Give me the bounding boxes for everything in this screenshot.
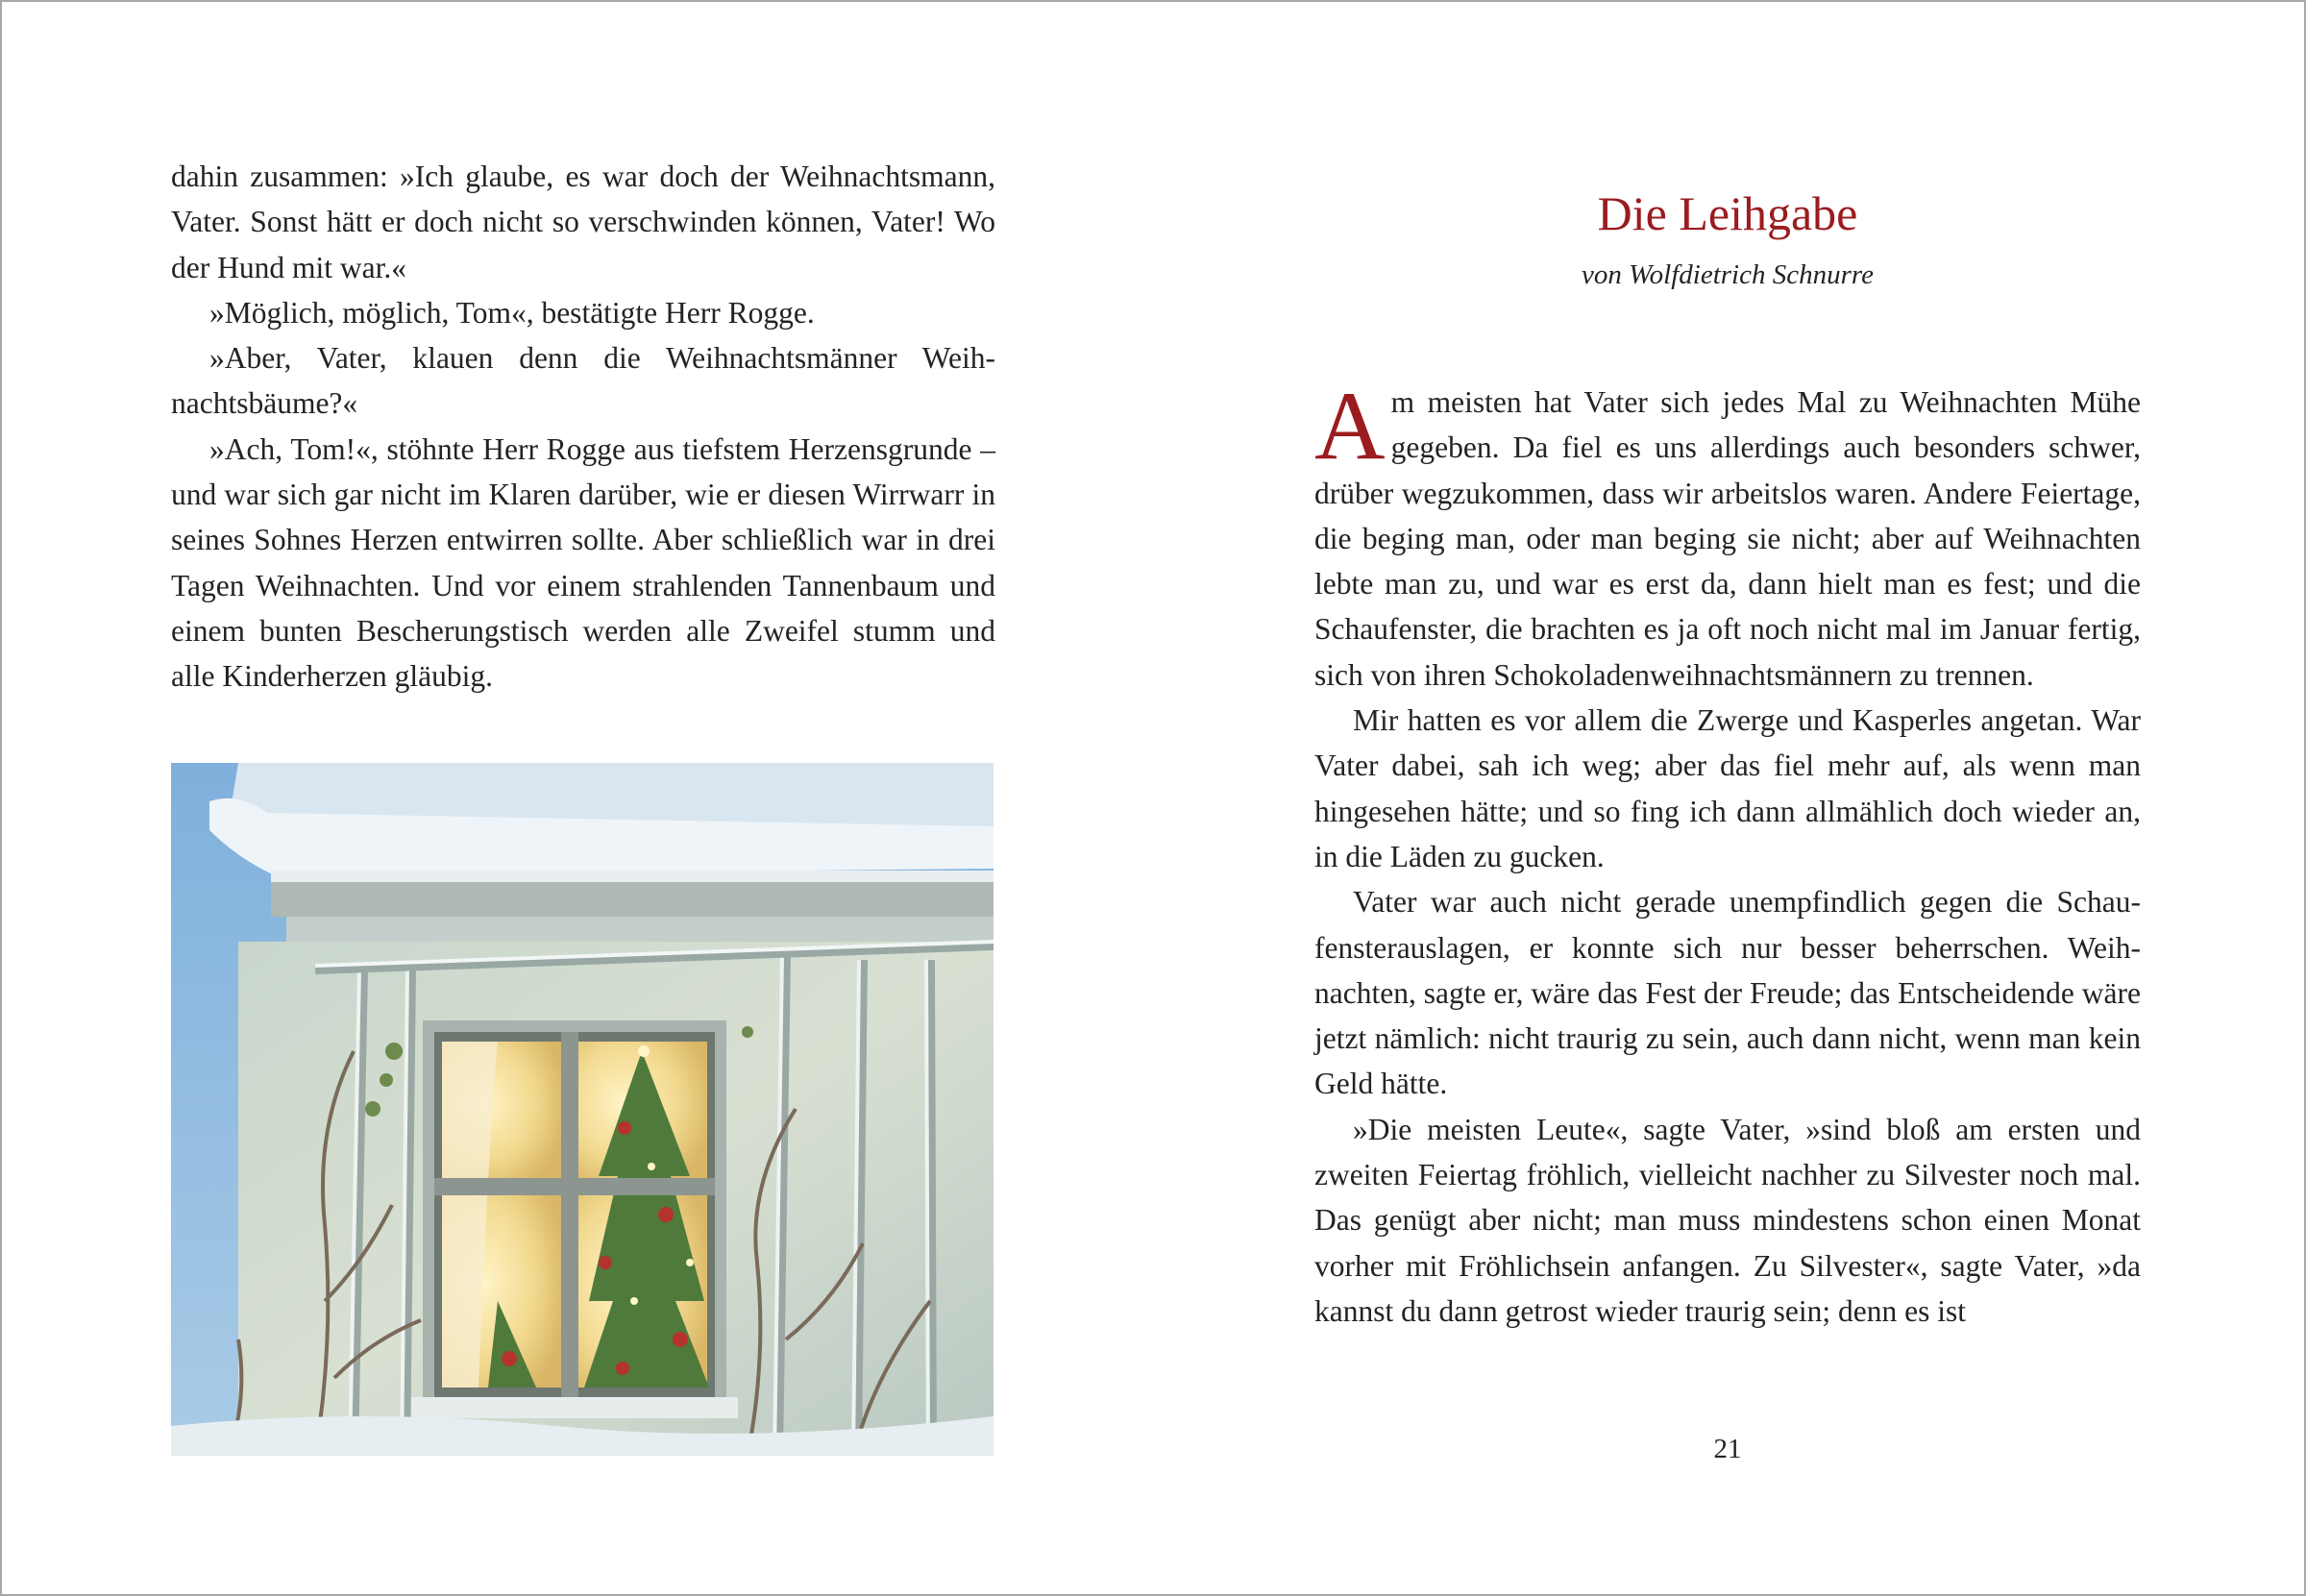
right-page-text — [1314, 372, 2141, 1334]
snowy-window-illustration — [171, 763, 994, 1456]
paragraph: »Möglich, möglich, Tom«, bestätigte Herr Rogge. — [209, 295, 815, 330]
paragraph: »Ach, Tom!«, stöhnte Herr Rogge aus tiefstem Herzensgrunde – und war sich gar nicht im Klaren darüber, wie er diesen Wirrwarr in seines Sohnes Herzen entwirren sollte. Aber schließlich war in drei Tagen Weihnachten. Und vor einem strahlenden Tannenbaum und einem bunten Bescherungstisch werden alle Zweifel stumm und alle Kinderherzen gläubig. — [171, 431, 995, 694]
author-byline: von Wolfdietrich Schnurre — [1582, 259, 1874, 290]
paragraph: »Die meisten Leute«, sagte Vater, »sind bloß am ersten und zweiten Feiertag fröhlich, vielleicht nachher zu Silvester noch mal. Das genügt aber nicht; man muss mindestens schon einen Monat vorher mit Fröhlichsein anfangen. Zu Silvester«, sagte Vater, »da kannst du dann getrost wieder traurig sein; denn es ist — [1314, 1112, 2141, 1328]
paragraph: Vater war auch nicht gerade unempfindlich gegen die Schaufensterauslagen, er konnte sich nur besser beherrschen. Weihnachten, sagte er, wäre das Fest der Freude; das Entscheidende wäre jetzt nämlich: nicht traurig zu sein, auch dann nicht, wenn man kein Geld hätte. — [1314, 885, 2141, 1101]
page-number: 21 — [1713, 1434, 1742, 1464]
paragraph: »Aber, Vater, klauen denn die Weihnachtsmänner Weihnachtsbäume?« — [171, 341, 995, 421]
left-page — [2, 2, 1153, 1594]
paragraph: dahin zusammen: »Ich glaube, es war doch der Weihnachtsmann, Vater. Sonst hätt er doch nicht so verschwinden können, Vater! Wo der Hund mit war.« — [171, 160, 995, 284]
right-page — [1153, 2, 2304, 1594]
paragraph — [1314, 372, 2141, 698]
left-page-text — [171, 154, 995, 700]
drop-cap: A — [1314, 372, 1386, 480]
chapter-title: Die Leihgabe — [1597, 186, 1858, 240]
paragraph: Mir hatten es vor allem die Zwerge und Kasperles angetan. War Vater dabei, sah ich weg; aber das fiel mehr auf, als wenn man hingesehen hätte; und so fing ich dann allmählich doch wieder an, in die Läden zu gucken. — [1314, 703, 2141, 873]
paragraph-text: m meisten hat Vater sich jedes Mal zu Weihnachten Mühe gegeben. Da fiel es uns allerdings auch besonders schwer, drüber wegzukommen, dass wir arbeitslos waren. Andere Feiertage, die beging man, oder man beging sie nicht; aber auf Weihnachten lebte man zu, und war es erst da, dann hielt man es fest; und die Schaufenster, die brachten es ja oft noch nicht mal im Januar fertig, sich von ihren Schokoladenweihnachtsmännern zu trennen. — [1314, 385, 2141, 692]
